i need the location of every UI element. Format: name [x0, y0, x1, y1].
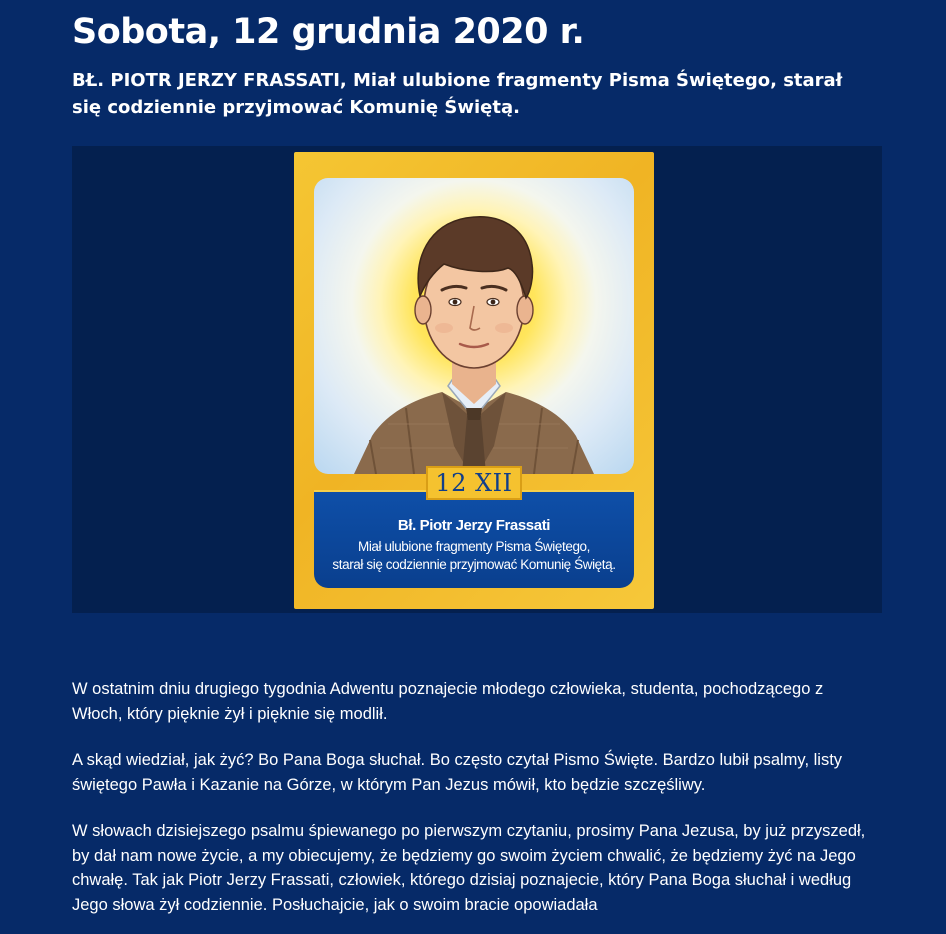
article-body [72, 677, 872, 934]
page-subtitle: BŁ. PIOTR JERZY FRASSATI, Miał ulubione fragmenty Pisma Świętego, starał się codziennie przyjmować Komunię Świętą. [72, 70, 843, 118]
card-saint-name: Bł. Piotr Jerzy Frassati [397, 517, 551, 534]
card-date-label: 12 XII [435, 469, 513, 497]
saint-card [294, 152, 654, 609]
card-description-line-2: starał się codziennie przyjmować Komunię Świętą. [332, 557, 616, 572]
saint-portrait [314, 178, 634, 474]
card-description [314, 538, 634, 574]
article-paragraph-2: A skąd wiedział, jak żyć? Bo Pana Boga słuchał. Bo często czytał Pismo Święte. Bardzo lubił psalmy, listy świętego Pawła i Kazanie na Górze, w którym Pan Jezus mówił, kto będzie szczęśliwy. [72, 751, 843, 794]
card-date-plate [426, 466, 522, 500]
article-paragraph-1: W ostatnim dniu drugiego tygodnia Adwentu poznajecie młodego człowieka, studenta, pochodzącego z Włoch, który pięknie żył i pięknie się modlił. [72, 680, 824, 723]
article-paragraph-3: W słowach dzisiejszego psalmu śpiewanego po pierwszym czytaniu, prosimy Pana Jezusa, by już przyszedł, by dał nam nowe życie, a my obiecujemy, że będziemy go swoim życiem chwalić, że będziemy żyć na Jego chwałę. Tak jak Piotr Jerzy Frassati, człowiek, którego dzisiaj poznajecie, który Pana Boga słuchał i według Jego słowa żył codziennie. Posłuchajcie, jak o swoim bracie opowiadała [72, 822, 866, 914]
card-description-line-1: Miał ulubione fragmenty Pisma Świętego, [357, 539, 591, 554]
featured-image-area [72, 146, 882, 613]
card-caption [314, 490, 634, 588]
portrait-illustration [314, 178, 634, 474]
page-title: Sobota, 12 grudnia 2020 r. [72, 12, 585, 52]
